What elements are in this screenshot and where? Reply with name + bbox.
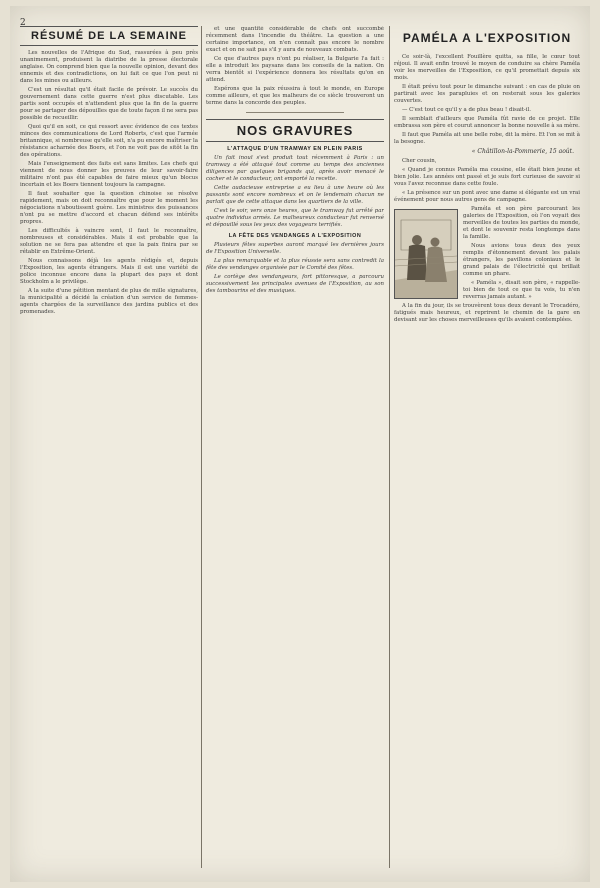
paragraph: Cher cousin, (402, 158, 437, 164)
separator (246, 112, 344, 113)
paragraph: Ce que d'autres pays n'ont pu réaliser, la Bulgarie l'a fait : elle a introduit les paysans dans les conseils de la nation. On verra bientôt si l'expérience donnera les résultats qu'on en attend. (206, 56, 384, 83)
subheading: L'ATTAQUE D'UN TRAMWAY EN PLEIN PARIS (227, 146, 363, 152)
paragraph: Il semblait d'ailleurs que Paméla fût ravie de ce projet. Elle embrassa son père et courut annoncer la bonne nouvelle à sa mère. (394, 116, 580, 129)
engraving-drawing (395, 210, 457, 298)
paragraph: « Paméla », disait son père, « rappelle-toi bien de tout ce que tu vois, tu n'en reverras jamais autant. » (463, 280, 580, 300)
paragraph: Nous avions tous deux des yeux remplis d'étonnement devant les palais étrangers, les pavillons coloniaux et le grand palais de l'électricité qui brillait comme un phare. (463, 243, 580, 277)
paragraph: « Quand je connus Paméla ma cousine, elle était bien jeune et bien jolie. Les années ont passé et je suis fort curieuse de savoir si vous l'avez reconnue dans cette foule. (394, 167, 580, 187)
paragraph: et une quantité considérable de chefs ont succombé récemment dans l'incendie du théâtre. La question a une certaine importance, on n'en connaît pas encore le nombre exact et on ne sait pas s'il y aura de nouveaux combats. (206, 26, 384, 53)
paragraph: A la suite d'une pétition mentant de plus de mille signatures, la municipalité a décidé la création d'un service de femmes-agents chargées de la surveillance des jardins publics et des promenades. (20, 288, 198, 315)
dateline: « Châtillon-la-Pommerie, 15 août. (471, 148, 574, 155)
right-column (394, 26, 580, 868)
engraving-illustration (394, 209, 458, 299)
paragraph: Un fait inouï s'est produit tout récemment à Paris : un tramway a été attaqué tout comme au temps des anciennes diligences par quelques brigands qui, après avoir menacé le cocher et le conducteur, ont emporté la recette. (206, 155, 384, 182)
paragraph: Espérons que la paix réussira à tout le monde, en Europe comme ailleurs, et que les malheurs de ce siècle trouveront un terme dans la concorde des peuples. (206, 86, 384, 106)
paragraph: A la fin du jour, ils se trouvèrent tous deux devant le Trocadéro, fatigués mais heureux, et reprirent le chemin de la gare en devisant sur les choses merveilleuses qu'ils avaient contemplées. (394, 303, 580, 323)
page-number: 2 (20, 18, 26, 28)
section-heading: PAMÉLA A L'EXPOSITION (402, 31, 572, 45)
paragraph: Quoi qu'il en soit, ce qui ressort avec évidence de ces textes minces des communications de Lord Roberts, c'est que l'armée britannique, si nombreuse qu'elle soit, n'a pu encore maîtriser la résistance acharnée des Boers, et l'on ne voit pas de sitôt la fin des opérations. (20, 124, 198, 158)
paragraph: C'est un résultat qu'il était facile de prévoir. Le succès du gouvernement dans cette guerre n'est plus discutable. Les partis sont occupés et n'attendent plus que la fin de la guerre pour se partager des dépouilles que de toute façon il ne sera pas possible de recueillir. (20, 87, 198, 121)
left-column (20, 26, 198, 868)
paragraph: Les difficultés à vaincre sont, il faut le reconnaître, nombreuses et considérables. Mais il est probable que la solution ne se fera pas attendre et que la paix finira par se rétablir en Extrême-Orient. (20, 228, 198, 255)
paragraph: — C'est tout ce qu'il y a de plus beau ! disait-il. (402, 107, 531, 113)
paragraph: Paméla et son père parcourant les galeries de l'Exposition, où l'on voyait des merveilles de toutes les parties du monde, et dont le souvenir resta longtemps dans la famille. (463, 206, 580, 240)
paragraph: « La présence sur un pont avec une dame si élégante est un vrai événement pour nous autres gens de campagne. (394, 190, 580, 203)
paragraph: Ce soir-là, l'excellent Fouillère quitta, sa fille, le cœur tout réjoui. Il avait enfin trouvé le moyen de conduire sa chère Paméla voir les merveilles de l'Exposition, ce qu'il promettait depuis six mois. (394, 54, 580, 81)
section-heading: RÉSUMÉ DE LA SEMAINE (20, 26, 198, 46)
paragraph: Nous connaissons déjà les agents rédigés et, depuis l'Exposition, les agents étrangers. Mais il est une variété de police inconnue encore dans la plupart des pays et dont Stockholm a le privilège. (20, 258, 198, 285)
paragraph: Il faut que Paméla ait une belle robe, dit la mère. Et l'on se mit à la besogne. (394, 132, 580, 145)
subheading: LA FÊTE DES VENDANGES A L'EXPOSITION (228, 233, 362, 239)
paragraph: Mais l'enseignement des faits est sans limites. Les chefs qui viennent de nous donner les preuves de leur savoir-faire militaire n'ont pas été capables de faire mieux qu'un blocus incertain et les Boers tiennent toujours la campagne. (20, 161, 198, 188)
paragraph: Les nouvelles de l'Afrique du Sud, rassurées à peu près unanimement, produisent la diatribe de la presse électorale anglaise. On comprend bien que la nouvelle opinion, devant des ennemis et des contradictions, on lui fait ce que l'on peut ni dans les mines ou ailleurs. (20, 50, 198, 84)
paragraph: C'est le soir, vers onze heures, que le tramway fut arrêté par quatre individus armés. Le malheureux conducteur fut renversé et dépouillé sous les yeux des voyageurs terrifiés. (206, 208, 384, 228)
column-rule (201, 26, 202, 868)
newspaper-page (10, 6, 590, 882)
middle-column (206, 26, 384, 868)
paragraph: Le cortège des vendangeurs, fort pittoresque, a parcouru successivement les principales avenues de l'Exposition, au son des tambourins et des musiques. (206, 274, 384, 294)
column-rule (389, 26, 390, 868)
paragraph: Il était prévu tout pour le dimanche suivant : en cas de pluie on partirait avec les parapluies et on resterait sous les galeries couvertes. (394, 84, 580, 104)
section-heading: NOS GRAVURES (206, 119, 384, 142)
paragraph: Il faut souhaiter que la question chinoise se résolve rapidement, mais on doit reconnaître que pour le moment les négociations n'aboutissent guère. Les ministres des puissances n'ont pu se mettre d'accord et chacun défend ses intérêts propres. (20, 191, 198, 225)
paragraph: Cette audacieuse entreprise a eu lieu à une heure où les passants sont encore nombreux et on le lendemain chacun ne parlait que de cette attaque dans les quartiers de la ville. (206, 185, 384, 205)
paragraph: La plus remarquable et la plus réussie sera sans contredit la fête des vendanges organisée par le Comité des fêtes. (206, 258, 384, 271)
paragraph: Plusieurs fêtes superbes auront marqué les dernières jours de l'Exposition Universelle. (206, 242, 384, 255)
